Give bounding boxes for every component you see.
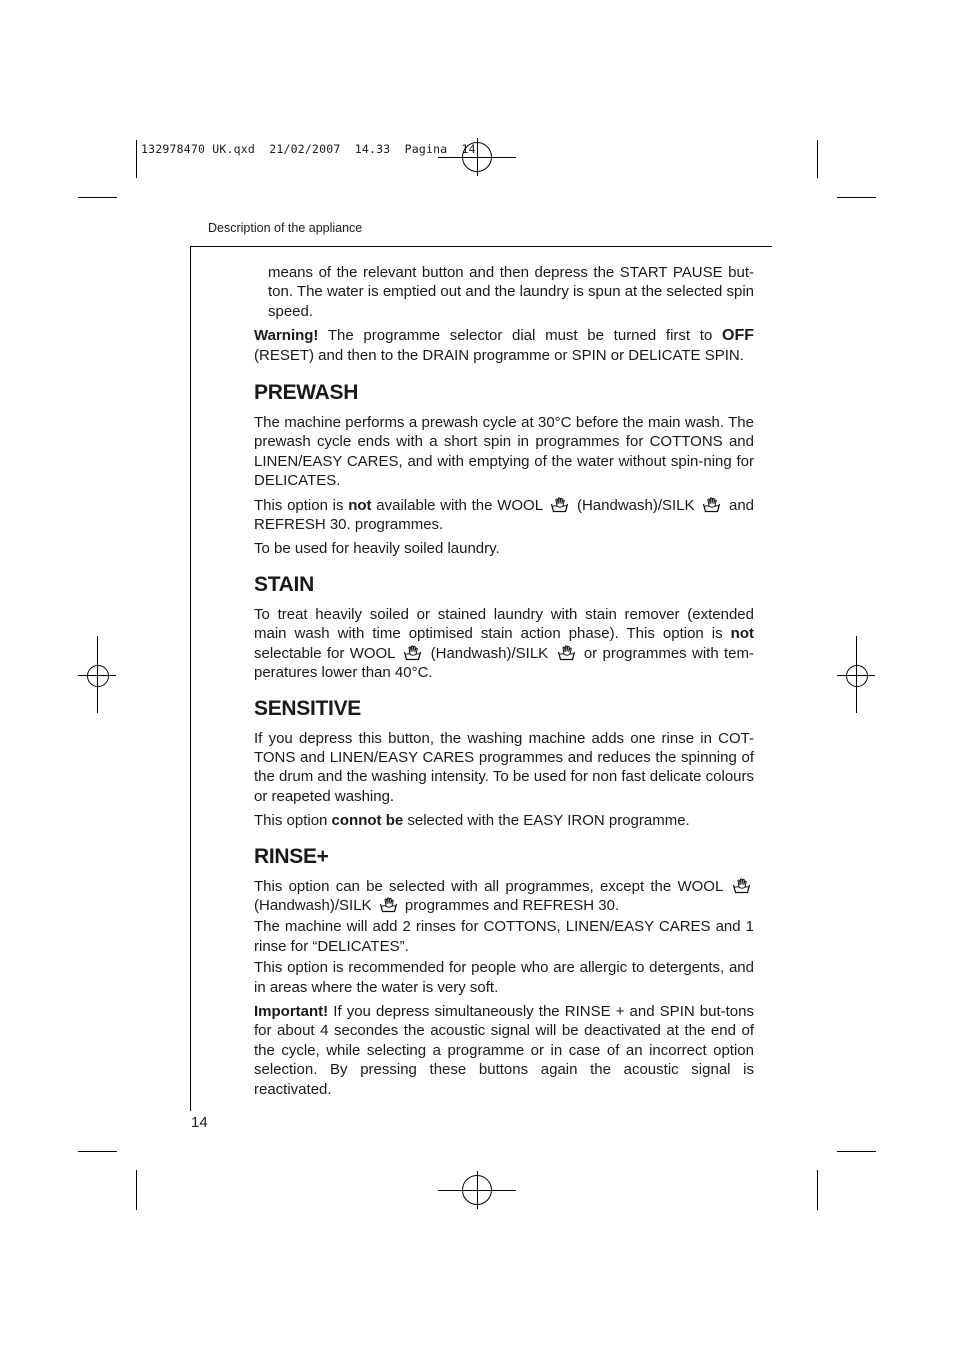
crop-mark xyxy=(837,197,876,198)
stain-heading: STAIN xyxy=(254,572,314,596)
running-header: Description of the appliance xyxy=(208,221,363,235)
prewash-paragraph: The machine performs a prewash cycle at 30°C before the main wash. The prewash cycle ends with a short spin in programmes for COTTONS and LINEN/EASY CARES, and with emptying of the water without spin-ning for DELICATES. xyxy=(254,414,754,490)
warning-paragraph xyxy=(254,326,754,365)
rinse-heading: RINSE+ xyxy=(254,844,329,868)
handwash-icon xyxy=(550,497,569,513)
handwash-icon xyxy=(702,497,721,513)
prewash-availability-paragraph: This option is not available with the WOOL (Handwash)/SILK and REFRESH 30. programmes. xyxy=(254,496,755,534)
emphasis-not: not xyxy=(348,496,372,514)
sensitive-paragraph: If you depress this button, the washing machine adds one rinse in COT-TONS and LINEN/EASY CARES programmes and reduces the spinning of the drum and the washing intensity. To be used for non fast delicate colours or reapeted washing. xyxy=(254,729,754,805)
handwash-icon xyxy=(379,897,398,913)
crop-mark xyxy=(78,1151,117,1152)
stain-paragraph: To treat heavily soiled or stained laundry with stain remover (extended main wash with time optimised stain action phase). This option is not selectable for WOOL (Handwash)/SILK or programmes with tem-peratures lower than 40°C. xyxy=(254,605,754,682)
main-content xyxy=(254,263,754,1104)
off-label: OFF xyxy=(722,327,754,345)
warning-text: The programme selector dial must be turned first to xyxy=(318,327,722,345)
rinse-availability-paragraph: This option can be selected with all programmes, except the WOOL (Handwash)/SILK programmes and REFRESH 30. xyxy=(254,877,754,916)
rinse-recommendation-paragraph: This option is recommended for people who are allergic to detergents, and in areas where the water is very soft. xyxy=(254,959,754,996)
rinse-count-paragraph: The machine will add 2 rinses for COTTONS, LINEN/EASY CARES and 1 rinse for “DELICATES”. xyxy=(254,918,754,955)
sensitive-heading: SENSITIVE xyxy=(254,696,361,720)
sensitive-restriction-paragraph: This option connot be selected with the EASY IRON programme. xyxy=(254,812,690,830)
important-label: Important! xyxy=(254,1002,329,1020)
warning-label: Warning! xyxy=(254,327,319,345)
handwash-icon xyxy=(403,645,422,661)
crop-mark xyxy=(817,140,818,178)
important-text: If you depress simultaneously the RINSE + and SPIN but-tons for about 4 secondes the acoustic signal will be deactivated at the end of the cycle, while selecting a programme or in case of an incorrect option selection. By pressing these buttons again the acoustic signal is reactivated. xyxy=(254,1002,754,1098)
crop-mark xyxy=(837,1151,876,1152)
prewash-usage-paragraph: To be used for heavily soiled laundry. xyxy=(254,540,500,558)
continuation-paragraph: means of the relevant button and then depress the START PAUSE but-ton. The water is emptied out and the laundry is spun at the selected spin speed. xyxy=(268,264,754,320)
warning-text: (RESET) and then to the DRAIN programme or SPIN or DELICATE SPIN. xyxy=(254,346,744,364)
prewash-heading: PREWASH xyxy=(254,381,359,405)
important-paragraph xyxy=(254,1002,754,1099)
crop-mark xyxy=(817,1170,818,1210)
emphasis-not: not xyxy=(730,625,754,643)
handwash-icon xyxy=(732,878,751,894)
crop-mark xyxy=(136,140,137,178)
header-rule xyxy=(190,246,772,247)
slug-line: 132978470 UK.qxd 21/02/2007 14.33 Pagina 14 xyxy=(141,142,476,156)
margin-rule xyxy=(190,246,191,1111)
crop-mark xyxy=(136,1170,137,1210)
page-number: 14 xyxy=(191,1114,208,1131)
crop-mark xyxy=(78,197,117,198)
emphasis-connot-be: connot be xyxy=(331,812,404,830)
handwash-icon xyxy=(557,645,576,661)
